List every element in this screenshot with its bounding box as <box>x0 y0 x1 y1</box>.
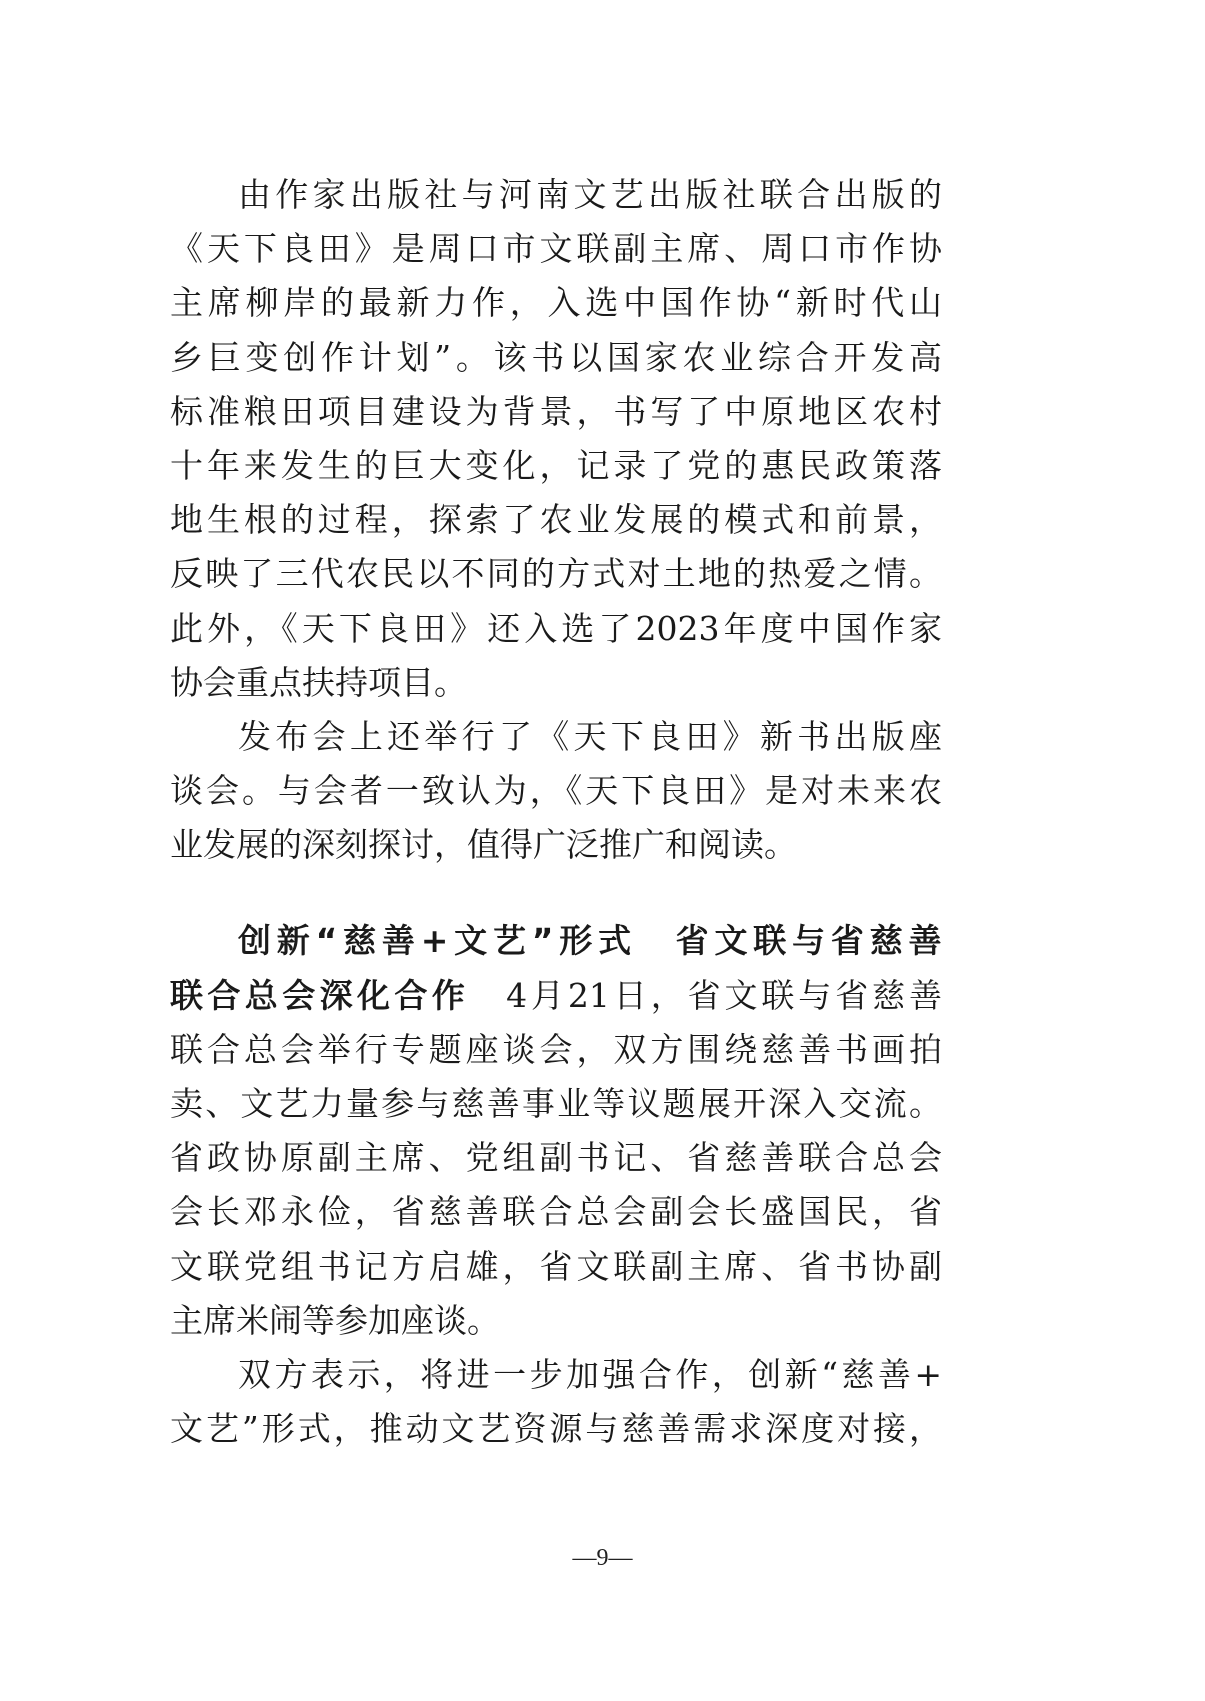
text-line: 由作家出版社与河南文艺出版社联合出版的 <box>238 175 942 214</box>
paragraph <box>170 168 942 710</box>
article-headline: 创新“慈善+文艺”形式 省文联与省慈善 <box>238 921 942 961</box>
text-line: 文联党组书记方启雄，省文联副主席、省书协副 <box>170 1246 942 1286</box>
text-line: 主席柳岸的最新力作，入选中国作协“新时代山 <box>170 283 942 323</box>
text-line: 《天下良田》是周口市文联副主席、周口市作协 <box>170 229 942 269</box>
page-number: —9— <box>572 1545 633 1571</box>
text-line: 联合总会举行专题座谈会，双方围绕慈善书画拍 <box>170 1029 942 1069</box>
text-line: 卖、文艺力量参与慈善事业等议题展开深入交流。 <box>170 1084 942 1123</box>
text-line <box>170 969 942 1023</box>
text-line: 十年来发生的巨大变化，记录了党的惠民政策落 <box>170 445 942 485</box>
text-line: 双方表示，将进一步加强合作，创新“慈善+ <box>238 1354 942 1394</box>
text-line: 地生根的过程，探索了农业发展的模式和前景， <box>170 500 942 540</box>
paragraph <box>170 914 942 1348</box>
text-line: 乡巨变创作计划”。该书以国家农业综合开发高 <box>170 337 942 377</box>
text-line: 标准粮田项目建设为背景，书写了中原地区农村 <box>170 391 942 431</box>
text-line: 反映了三代农民以不同的方式对土地的热爱之情。 <box>170 554 942 594</box>
paragraph <box>170 1348 942 1456</box>
text-line: 业发展的深刻探讨，值得广泛推广和阅读。 <box>170 825 797 865</box>
article-book-release <box>170 168 942 872</box>
text-line: 省政协原副主席、党组副书记、省慈善联合总会 <box>170 1138 942 1178</box>
text-line: 文艺”形式，推动文艺资源与慈善需求深度对接， <box>170 1409 942 1449</box>
text-line: 发布会上还举行了《天下良田》新书出版座 <box>238 716 942 756</box>
text-line: 谈会。与会者一致认为，《天下良田》是对未来农 <box>170 771 942 811</box>
text-line: 此外，《天下良田》还入选了2023年度中国作家 <box>170 608 942 648</box>
article-headline-continued: 联合总会深化合作 <box>170 975 470 1015</box>
text-line: 会长邓永俭，省慈善联合总会副会长盛国民，省 <box>170 1192 942 1232</box>
section-spacer <box>170 872 942 914</box>
article-charity-cooperation <box>170 914 942 1456</box>
lead-text: 4月21日，省文联与省慈善 <box>506 975 942 1015</box>
text-line: 协会重点扶持项目。 <box>170 662 467 702</box>
spacer <box>469 976 506 1015</box>
text-line: 主席米闹等参加座谈。 <box>170 1300 500 1340</box>
paragraph <box>170 710 942 873</box>
document-page <box>170 168 942 1456</box>
